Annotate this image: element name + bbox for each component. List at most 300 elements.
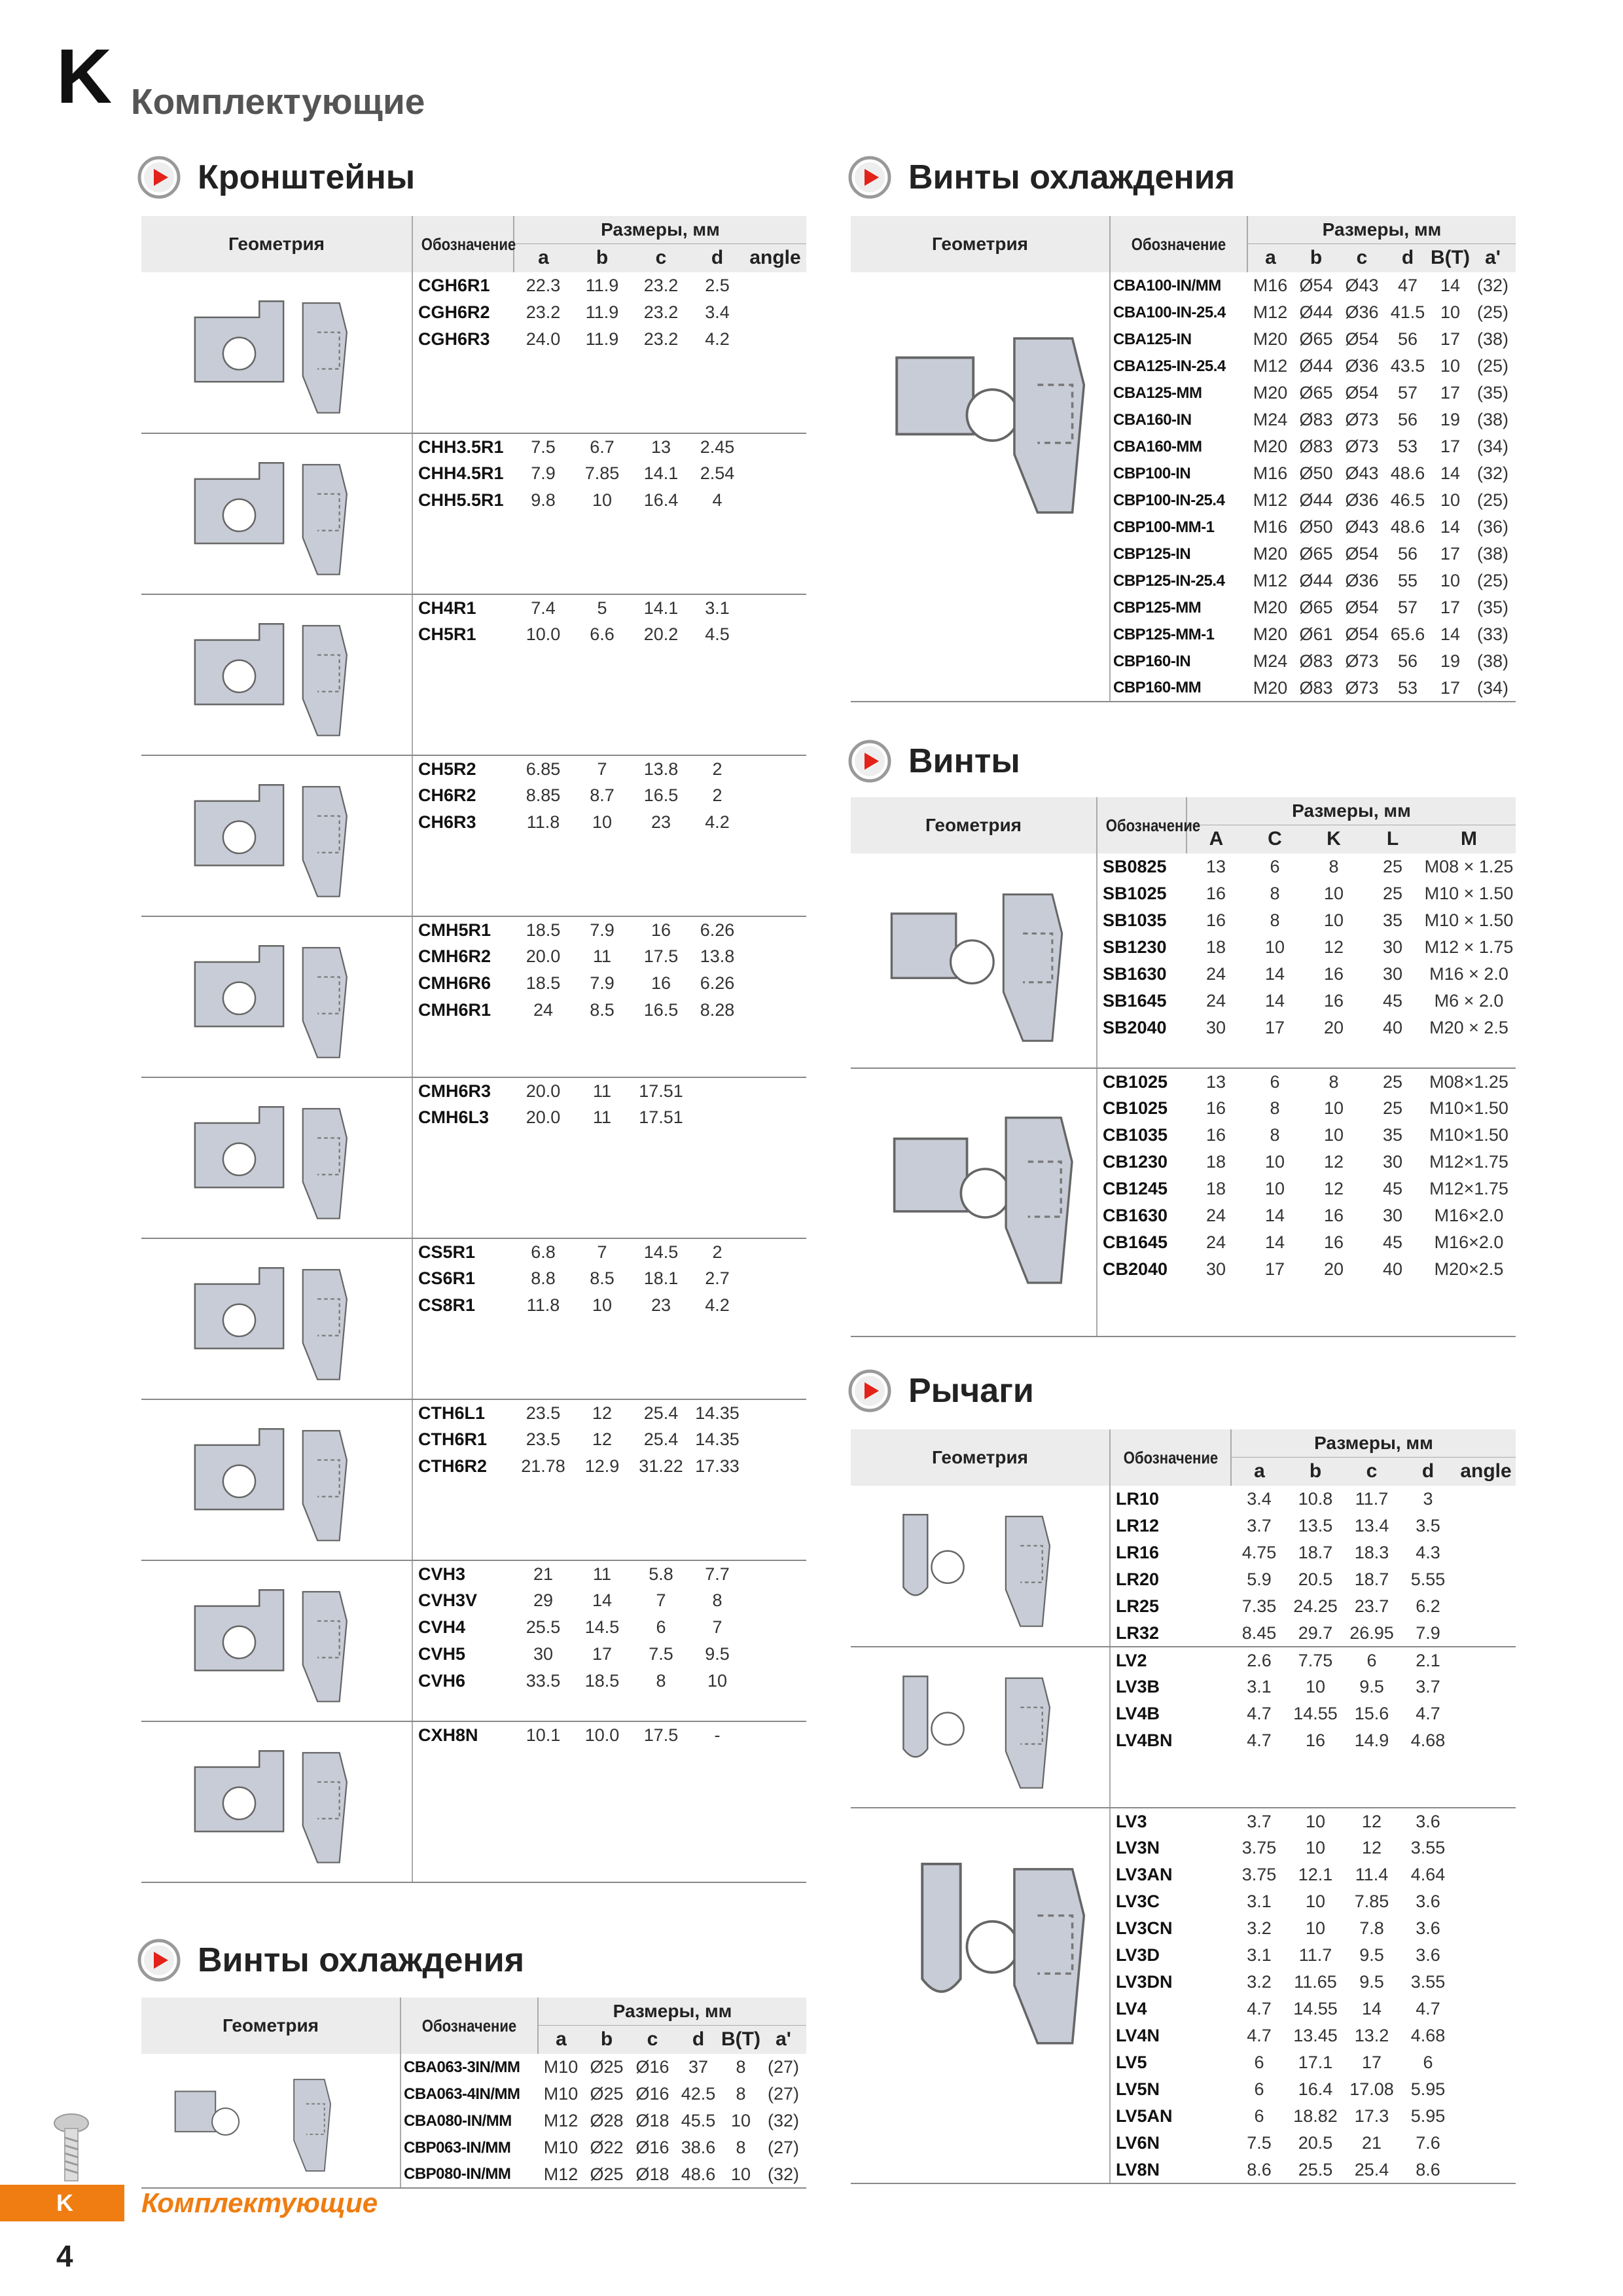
table-row bbox=[141, 1238, 806, 1265]
dimension-cell: 10 bbox=[1323, 1098, 1344, 1118]
dimension-cell: 14.5 bbox=[643, 1242, 679, 1262]
designation-cell: CBA100-IN/MM bbox=[1113, 276, 1221, 295]
dimension-cell: 17 bbox=[592, 1644, 613, 1664]
dimension-cell: M12 bbox=[1253, 356, 1288, 376]
dimension-cell bbox=[1456, 1593, 1516, 1620]
dimension-cell: 14.55 bbox=[1293, 1999, 1338, 2018]
dimension-cell: M24 bbox=[1253, 410, 1288, 429]
designation-cell: CS6R1 bbox=[418, 1268, 476, 1288]
dimension-col-header: C bbox=[1245, 825, 1304, 853]
dimension-cell: M20×2.5 bbox=[1434, 1259, 1504, 1279]
dimension-cell: 8.8 bbox=[531, 1268, 556, 1288]
table-row bbox=[851, 853, 1516, 880]
dimension-col-header: L bbox=[1363, 825, 1422, 853]
dimension-cell: 3.1 bbox=[705, 598, 730, 618]
designation-cell: LV3DN bbox=[1116, 1972, 1173, 1992]
designation-cell: LV2 bbox=[1116, 1650, 1147, 1670]
section-letter: K bbox=[56, 33, 113, 120]
dimension-cell: 13.5 bbox=[1298, 1516, 1333, 1535]
table-row bbox=[141, 1399, 806, 1426]
dimension-cell: M12×1.75 bbox=[1429, 1152, 1508, 1172]
designation-cell: CVH3 bbox=[418, 1564, 466, 1584]
dimension-cell: 11.8 bbox=[526, 1295, 560, 1315]
dimension-cell: 10.0 bbox=[584, 1725, 620, 1745]
dimension-cell: 31.22 bbox=[639, 1456, 683, 1476]
dimension-cell bbox=[1456, 1861, 1516, 1888]
dimension-cell: 53 bbox=[1385, 675, 1431, 702]
dimension-cell: 3.55 bbox=[1410, 1838, 1446, 1857]
dimension-cell: 6.2 bbox=[1416, 1596, 1440, 1616]
coolant-screws-table-left bbox=[141, 1998, 806, 2189]
dimension-cell: 5.8 bbox=[649, 1564, 673, 1584]
designation-cell: CGH6R2 bbox=[418, 302, 490, 322]
dimensions-header: Размеры, мм bbox=[1231, 1429, 1516, 1457]
dimension-cell: 3 bbox=[1423, 1489, 1433, 1509]
dimension-cell: 2 bbox=[712, 759, 722, 779]
dimension-cell: 29.7 bbox=[1287, 1620, 1344, 1647]
dimension-cell bbox=[1456, 2049, 1516, 2076]
dimension-cell: 14 bbox=[1264, 991, 1285, 1011]
dimension-cell: 3.75 bbox=[1241, 1838, 1277, 1857]
dimension-cell: 43.5 bbox=[1390, 356, 1425, 376]
dimension-cell: 14 bbox=[1264, 964, 1285, 984]
dimension-col-header: B(T) bbox=[721, 2025, 760, 2054]
dimension-cell: 7.35 bbox=[1241, 1596, 1277, 1616]
geometry-cell bbox=[851, 1808, 1110, 2183]
dimension-col-header: c bbox=[632, 243, 690, 272]
geometry-drawing bbox=[141, 917, 408, 1078]
dimension-cell: 3.7 bbox=[1247, 1811, 1272, 1831]
dimension-cell: Ø16 bbox=[635, 2084, 669, 2104]
dimension-cell: 7 bbox=[597, 1242, 607, 1262]
dimension-cell: (25) bbox=[1477, 302, 1509, 322]
dimension-cell: 7.7 bbox=[705, 1564, 730, 1584]
geometry-cell bbox=[851, 853, 1097, 1068]
dimension-cell: 18.5 bbox=[584, 1671, 620, 1691]
dimension-cell: 8 bbox=[1270, 1125, 1280, 1145]
dimension-cell: 30 bbox=[1382, 937, 1403, 957]
dimension-cell: 14 bbox=[1264, 1206, 1285, 1225]
designation-cell: CBA063-3IN/MM bbox=[404, 2058, 520, 2076]
dimension-cell: 8 bbox=[712, 1590, 722, 1610]
dimension-cell: (34) bbox=[1470, 675, 1516, 702]
dimension-col-header: c bbox=[1339, 243, 1385, 272]
dimension-cell: 25.5 bbox=[1287, 2157, 1344, 2183]
dimension-cell: 18.7 bbox=[1298, 1543, 1333, 1562]
dimension-cell: (38) bbox=[1477, 651, 1509, 671]
dimension-col-header: a bbox=[1231, 1457, 1287, 1486]
dimension-cell: 6 bbox=[1254, 2053, 1264, 2072]
designation-cell: LV3B bbox=[1116, 1677, 1160, 1696]
dimension-cell: Ø54 bbox=[1345, 383, 1379, 403]
dimension-cell: 40 bbox=[1382, 1018, 1403, 1037]
dimension-cell bbox=[690, 1077, 744, 1104]
dimension-cell: 4 bbox=[712, 490, 722, 510]
geometry-cell bbox=[851, 272, 1110, 702]
dimension-col-header: angle bbox=[744, 243, 806, 272]
dimension-cell: 11.7 bbox=[1298, 1945, 1332, 1965]
dimension-cell: 5.55 bbox=[1410, 1570, 1446, 1589]
dimension-cell bbox=[1456, 1969, 1516, 1996]
dimensions-header: Размеры, мм bbox=[538, 1998, 806, 2025]
dimension-cell bbox=[744, 997, 806, 1024]
dimension-cell: 8.6 bbox=[1231, 2157, 1287, 2183]
dimension-cell: 55 bbox=[1397, 571, 1418, 590]
dimension-cell: 17 bbox=[1264, 1018, 1285, 1037]
designation-cell: SB1630 bbox=[1103, 964, 1167, 984]
table-row bbox=[141, 433, 806, 460]
dimension-col-header: d bbox=[675, 2025, 721, 2054]
dimension-cell: 30 bbox=[1382, 964, 1403, 984]
geometry-cell bbox=[141, 2054, 401, 2188]
dimension-cell: Ø83 bbox=[1299, 437, 1333, 456]
dimension-cell: (33) bbox=[1477, 624, 1509, 644]
dimension-cell: 4.7 bbox=[1247, 1704, 1272, 1723]
dimension-cell: 12.9 bbox=[584, 1456, 620, 1476]
designation-cell: CHH4.5R1 bbox=[418, 463, 504, 483]
designation-cell: CBA125-IN bbox=[1113, 330, 1192, 348]
dimension-cell: 33.5 bbox=[526, 1671, 561, 1691]
dimension-cell: 8 bbox=[1329, 857, 1339, 876]
designation-cell: CBA080-IN/MM bbox=[404, 2111, 512, 2130]
dimension-cell: 17 bbox=[1440, 329, 1461, 349]
dimension-cell: Ø25 bbox=[584, 2161, 630, 2188]
designation-cell: CMH6R1 bbox=[418, 1000, 491, 1020]
geometry-cell bbox=[141, 1238, 412, 1399]
designation-cell: CBP160-MM bbox=[1110, 675, 1247, 702]
dimension-cell: 4.2 bbox=[705, 812, 730, 832]
dimension-cell bbox=[1456, 1539, 1516, 1566]
dimension-cell: 18 bbox=[1205, 1152, 1226, 1172]
dimension-cell: 3.4 bbox=[705, 302, 730, 322]
dimension-cell: M20 × 2.5 bbox=[1429, 1018, 1508, 1037]
levers-table bbox=[851, 1429, 1516, 2184]
dimension-cell: 12 bbox=[592, 1403, 613, 1423]
dimension-cell: 10 bbox=[592, 1295, 613, 1315]
dimension-cell bbox=[1456, 1486, 1516, 1513]
dimension-cell: 10 bbox=[1323, 884, 1344, 903]
table-row bbox=[851, 1068, 1516, 1095]
dimension-cell: M10 bbox=[543, 2138, 579, 2157]
dimension-cell: 12 bbox=[1323, 1179, 1344, 1198]
dimension-cell: 16 bbox=[1205, 884, 1226, 903]
dimension-cell: 56 bbox=[1397, 544, 1418, 564]
table-row bbox=[141, 1721, 806, 1748]
dimension-cell bbox=[744, 299, 806, 326]
dimension-cell: 35 bbox=[1382, 1125, 1403, 1145]
dimension-cell: 20.5 bbox=[1298, 1570, 1333, 1589]
dimension-cell: 3.7 bbox=[1247, 1516, 1272, 1535]
dimension-cell: 19 bbox=[1440, 410, 1461, 429]
dimension-cell: 9.5 bbox=[1359, 1945, 1384, 1965]
dimension-cell: (32) bbox=[768, 2111, 800, 2130]
dimension-cell: 8.7 bbox=[590, 785, 615, 805]
dimension-cell: (27) bbox=[768, 2084, 800, 2104]
table-row bbox=[141, 1560, 806, 1587]
dimension-cell: 23 bbox=[651, 812, 671, 832]
dimension-cell: 13.45 bbox=[1293, 2026, 1338, 2045]
dimension-cell: 16 bbox=[651, 973, 671, 993]
dimension-col-header: a bbox=[514, 243, 573, 272]
dimension-cell: 13.8 bbox=[643, 759, 679, 779]
dimension-cell bbox=[1456, 1808, 1516, 1835]
dimension-cell: (32) bbox=[1477, 463, 1509, 483]
geometry-drawing bbox=[141, 434, 408, 595]
dimension-cell: 56 bbox=[1397, 329, 1418, 349]
dimension-cell: 25 bbox=[1382, 1098, 1403, 1118]
section-heading-brackets bbox=[137, 156, 415, 199]
dimension-cell: 16 bbox=[1305, 1731, 1326, 1750]
designation-cell: LV4N bbox=[1116, 2026, 1160, 2045]
section-heading-levers bbox=[848, 1369, 1034, 1412]
designation-cell: LV5 bbox=[1116, 2053, 1147, 2072]
dimension-cell: 16 bbox=[1205, 910, 1226, 930]
dimension-col-header: b bbox=[584, 2025, 630, 2054]
dimension-cell: 17.1 bbox=[1298, 2053, 1333, 2072]
dimension-cell: 16.4 bbox=[643, 490, 679, 510]
dimension-cell: 3.75 bbox=[1241, 1865, 1277, 1884]
designation-cell: CBA160-MM bbox=[1113, 437, 1202, 456]
dimension-cell: 7.85 bbox=[1354, 1892, 1389, 1911]
designation-cell: LV3C bbox=[1116, 1892, 1160, 1911]
play-icon bbox=[137, 156, 181, 199]
dimension-cell: 2.54 bbox=[700, 463, 735, 483]
dimension-cell: 53 bbox=[1397, 437, 1418, 456]
geometry-cell bbox=[141, 433, 412, 594]
designation-cell: CMH5R1 bbox=[418, 920, 491, 940]
geometry-header: Геометрия bbox=[141, 1998, 401, 2054]
designation-cell: LV3D bbox=[1116, 1945, 1160, 1965]
designation-header: Обозначение bbox=[1110, 1429, 1231, 1486]
dimension-cell: 2.6 bbox=[1247, 1650, 1272, 1670]
geometry-drawing bbox=[851, 853, 1093, 1068]
dimension-cell: Ø44 bbox=[1299, 356, 1333, 376]
designation-cell: SB1035 bbox=[1103, 910, 1167, 930]
dimension-cell: 48.6 bbox=[1390, 463, 1425, 483]
geometry-cell bbox=[141, 1399, 412, 1560]
dimension-cell: 8 bbox=[656, 1671, 666, 1691]
dimension-cell: 10 bbox=[1305, 1838, 1326, 1857]
designation-cell: CBP125-MM-1 bbox=[1113, 625, 1215, 643]
dimension-cell: 2.5 bbox=[705, 276, 730, 295]
dimension-cell: 45 bbox=[1382, 1232, 1403, 1252]
dimension-cell: 10 bbox=[1440, 490, 1461, 510]
dimension-cell: 8 bbox=[736, 2084, 746, 2104]
dimension-cell bbox=[1456, 1835, 1516, 1861]
dimension-cell: 16 bbox=[1323, 1232, 1344, 1252]
dimension-cell bbox=[744, 1399, 806, 1426]
dimension-cell: 3.2 bbox=[1247, 1918, 1272, 1938]
dimension-cell: 17.08 bbox=[1349, 2079, 1394, 2099]
dimension-cell: 10 bbox=[1264, 1179, 1285, 1198]
table-row bbox=[851, 1486, 1516, 1513]
dimension-cell: Ø28 bbox=[590, 2111, 624, 2130]
dimension-cell: M10 × 1.50 bbox=[1424, 884, 1514, 903]
dimension-cell bbox=[744, 326, 806, 353]
table-row bbox=[141, 916, 806, 943]
dimension-cell: 30 bbox=[533, 1644, 554, 1664]
dimension-cell: M10 × 1.50 bbox=[1424, 910, 1514, 930]
designation-cell: CMH6R6 bbox=[418, 973, 491, 993]
dimension-cell: 23.2 bbox=[643, 329, 679, 349]
dimension-cell: 45 bbox=[1382, 991, 1403, 1011]
designation-cell: LV8N bbox=[1110, 2157, 1231, 2183]
dimension-cell: 17 bbox=[1264, 1259, 1285, 1279]
designation-cell: LV5AN bbox=[1116, 2106, 1173, 2126]
dimension-cell: 7.4 bbox=[531, 598, 556, 618]
dimension-cell bbox=[744, 594, 806, 621]
dimension-cell: 20 bbox=[1323, 1018, 1344, 1037]
footer-section-name: Комплектующие bbox=[141, 2187, 378, 2218]
dimension-cell: 26.95 bbox=[1344, 1620, 1400, 1647]
dimension-cell: Ø43 bbox=[1345, 517, 1379, 537]
dimension-cell bbox=[690, 1104, 744, 1131]
dimension-cell: 8 bbox=[1329, 1071, 1339, 1092]
dimension-cell: 14 bbox=[1440, 463, 1461, 483]
designation-cell: LR12 bbox=[1116, 1516, 1160, 1535]
dimension-cell: 23.7 bbox=[1354, 1596, 1389, 1616]
dimension-cell: 14 bbox=[1361, 1999, 1382, 2018]
dimension-cell: M08×1.25 bbox=[1429, 1071, 1508, 1092]
dimension-cell: 4.7 bbox=[1247, 1731, 1272, 1750]
geometry-header: Геометрия bbox=[851, 216, 1110, 272]
dimension-cell: 17.51 bbox=[639, 1107, 683, 1127]
dimension-cell: 10 bbox=[1264, 937, 1285, 957]
dimension-cell: 17.33 bbox=[695, 1456, 740, 1476]
dimension-cell: 11.9 bbox=[585, 276, 619, 295]
designation-cell: CS8R1 bbox=[418, 1295, 476, 1315]
dimension-col-header: c bbox=[630, 2025, 675, 2054]
section-title: Винты bbox=[908, 742, 1020, 780]
dimension-cell: 5.95 bbox=[1410, 2079, 1446, 2099]
dimension-cell: 17 bbox=[1440, 383, 1461, 403]
dimension-cell: 17 bbox=[1440, 544, 1461, 564]
geometry-drawing bbox=[141, 595, 408, 756]
dimension-cell bbox=[1456, 1647, 1516, 1674]
designation-cell: LR25 bbox=[1116, 1596, 1160, 1616]
designation-cell: CBA125-IN-25.4 bbox=[1113, 357, 1226, 375]
designation-cell: CH6R2 bbox=[418, 785, 476, 805]
dimension-cell: 24 bbox=[1205, 964, 1226, 984]
dimension-cell: 14.55 bbox=[1293, 1704, 1338, 1723]
dimension-cell: M20 bbox=[1253, 544, 1288, 564]
section-title: Кронштейны bbox=[198, 158, 416, 196]
dimension-cell: 10 bbox=[1305, 1918, 1326, 1938]
dimension-cell bbox=[1456, 1566, 1516, 1593]
dimension-cell: 8.6 bbox=[1400, 2157, 1456, 2183]
dimension-cell: 18 bbox=[1205, 937, 1226, 957]
dimension-cell: (27) bbox=[768, 2057, 800, 2077]
dimension-cell: Ø54 bbox=[1345, 598, 1379, 617]
dimension-cell: 11.7 bbox=[1355, 1489, 1389, 1509]
dimension-cell: 4.68 bbox=[1410, 2026, 1446, 2045]
dimension-cell: 13.8 bbox=[700, 946, 735, 966]
dimension-cell bbox=[744, 1265, 806, 1292]
geometry-drawing bbox=[141, 1561, 408, 1722]
designation-header: Обозначение bbox=[412, 216, 514, 272]
dimension-cell: 29 bbox=[533, 1590, 554, 1610]
geometry-cell bbox=[141, 1560, 412, 1721]
designation-cell: CGH6R1 bbox=[418, 276, 490, 295]
dimension-cell: 7 bbox=[712, 1617, 722, 1637]
dimension-cell: 4.68 bbox=[1410, 1731, 1446, 1750]
dimension-cell: M20 bbox=[1253, 437, 1288, 456]
dimension-cell: 13 bbox=[1205, 1071, 1226, 1092]
dimension-cell bbox=[744, 272, 806, 299]
table-row bbox=[141, 2054, 806, 2081]
dimension-cell: 14 bbox=[1440, 624, 1461, 644]
dimension-cell: 4.2 bbox=[705, 329, 730, 349]
dimension-cell bbox=[1456, 2157, 1516, 2183]
dimension-cell: 6.26 bbox=[700, 920, 735, 940]
geometry-cell bbox=[141, 1721, 412, 1882]
dimension-cell: Ø16 bbox=[635, 2138, 669, 2157]
dimension-cell: 7.5 bbox=[531, 437, 556, 457]
dimension-col-header: angle bbox=[1456, 1457, 1516, 1486]
dimension-cell bbox=[744, 1077, 806, 1104]
dimension-cell: 8 bbox=[1270, 884, 1280, 903]
dimension-cell: 8.28 bbox=[700, 1000, 735, 1020]
dimension-cell: 57 bbox=[1397, 383, 1418, 403]
dimension-cell: Ø61 bbox=[1299, 624, 1333, 644]
dimension-cell bbox=[744, 1721, 806, 1748]
dimension-cell: 6.26 bbox=[700, 973, 735, 993]
dimension-cell: 35 bbox=[1382, 910, 1403, 930]
dimension-cell: 12 bbox=[1361, 1838, 1382, 1857]
dimension-cell: 20 bbox=[1323, 1259, 1344, 1279]
dimension-cell: M20 bbox=[1253, 598, 1288, 617]
dimension-cell: 10 bbox=[1440, 302, 1461, 322]
designation-cell: CH6R3 bbox=[418, 812, 476, 832]
designation-cell: LR32 bbox=[1110, 1620, 1231, 1647]
play-icon bbox=[848, 156, 891, 199]
dimension-cell: Ø65 bbox=[1299, 329, 1333, 349]
designation-cell: SB1230 bbox=[1103, 937, 1167, 957]
dimension-cell: Ø65 bbox=[1299, 598, 1333, 617]
dimension-cell: M10 bbox=[543, 2084, 579, 2104]
dimension-cell: 24 bbox=[533, 1000, 554, 1020]
dimension-cell: 12.1 bbox=[1298, 1865, 1333, 1884]
dimension-cell: M16 bbox=[1253, 517, 1288, 537]
dimension-cell: M16 bbox=[1253, 463, 1288, 483]
dimension-col-header: A bbox=[1186, 825, 1245, 853]
dimension-cell: 30 bbox=[1382, 1206, 1403, 1225]
designation-cell: LV5N bbox=[1116, 2079, 1160, 2099]
dimension-cell: Ø44 bbox=[1299, 490, 1333, 510]
dimension-cell: Ø43 bbox=[1345, 463, 1379, 483]
dimension-cell: 10 bbox=[707, 1671, 728, 1691]
dimension-cell: 3.1 bbox=[1247, 1892, 1272, 1911]
designation-cell: CB1025 bbox=[1103, 1071, 1168, 1092]
designation-cell: CTH6R1 bbox=[418, 1429, 488, 1449]
dimension-cell: 11.9 bbox=[585, 302, 619, 322]
dimension-col-header: c bbox=[1344, 1457, 1400, 1486]
dimension-cell: M08 × 1.25 bbox=[1424, 857, 1514, 876]
dimension-cell: 16.5 bbox=[643, 1000, 679, 1020]
dimension-cell bbox=[744, 1668, 806, 1695]
dimension-cell: 6 bbox=[1270, 1071, 1280, 1092]
dimension-cell: 10.0 bbox=[526, 624, 561, 644]
designation-cell: CB2040 bbox=[1103, 1259, 1168, 1279]
page-title: Комплектующие bbox=[131, 81, 425, 122]
dimension-cell: 8.45 bbox=[1231, 1620, 1287, 1647]
dimension-cell: 13.2 bbox=[1354, 2026, 1389, 2045]
designation-header: Обозначение bbox=[401, 1998, 538, 2054]
dimension-cell: M10×1.50 bbox=[1429, 1125, 1508, 1145]
geometry-cell bbox=[851, 1486, 1110, 1647]
dimension-cell: 22.3 bbox=[526, 276, 561, 295]
dimension-cell: 4.64 bbox=[1410, 1865, 1446, 1884]
